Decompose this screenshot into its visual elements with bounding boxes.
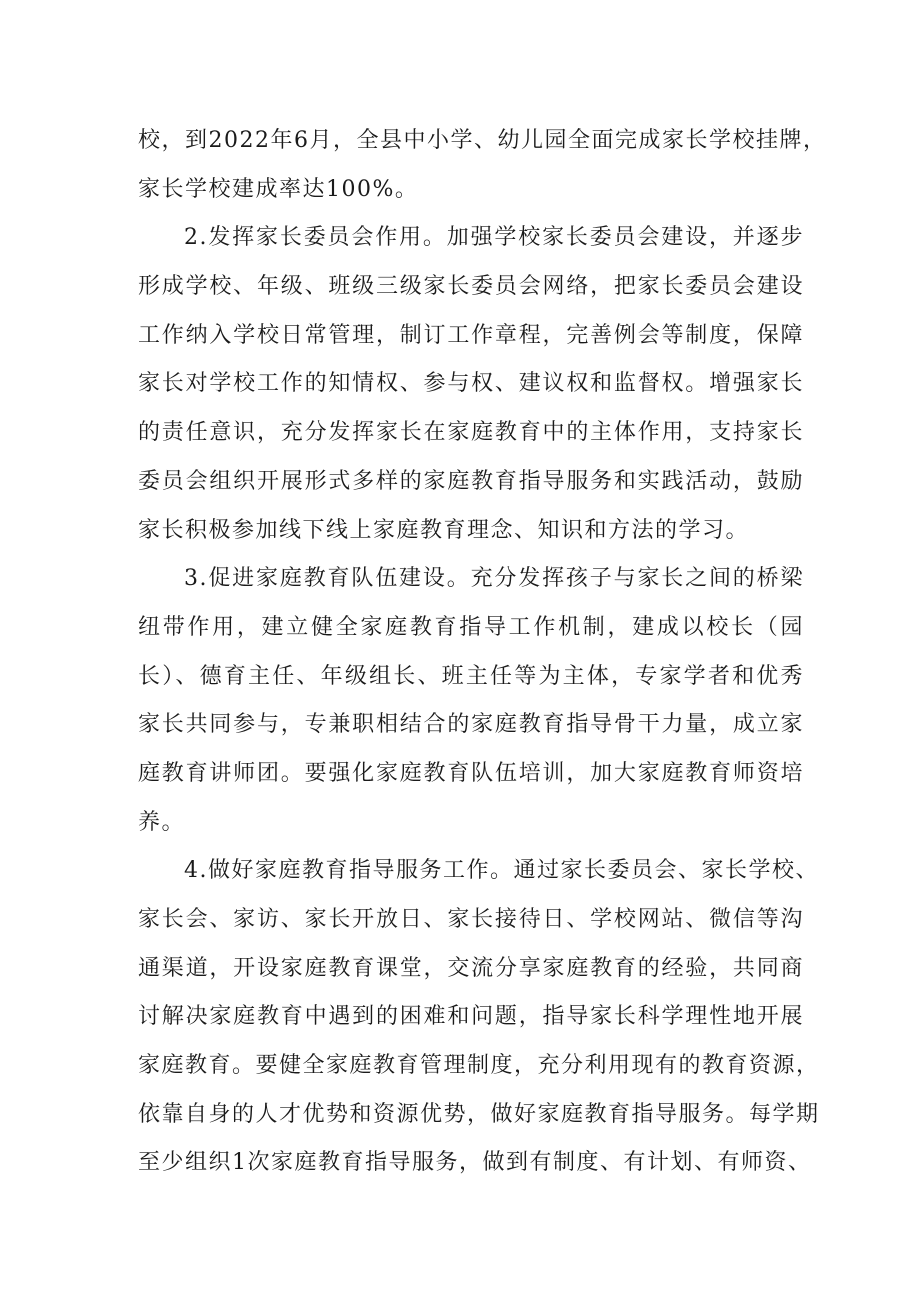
text-line: 家长积极参加线下线上家庭教育理念、知识和方法的学习。	[138, 517, 750, 543]
text-line: 委员会组织开展形式多样的家庭教育指导服务和实践活动，鼓励	[138, 468, 804, 494]
text-line: 工作纳入学校日常管理，制订工作章程，完善例会等制度，保障	[138, 322, 804, 348]
text-line: 家庭教育。要健全家庭教育管理制度，充分利用现有的教育资源，	[138, 1053, 820, 1079]
text-line: 依靠自身的人才优势和资源优势，做好家庭教育指导服务。每学期	[138, 1101, 820, 1127]
text-line: 的责任意识，充分发挥家长在家庭教育中的主体作用，支持家长	[138, 420, 804, 446]
text-line: 家长对学校工作的知情权、参与权、建议权和监督权。增强家长	[138, 371, 804, 397]
text-line: 至少组织1次家庭教育指导服务，做到有制度、有计划、有师资、	[138, 1150, 812, 1176]
text-line: 家长会、家访、家长开放日、家长接待日、学校网站、微信等沟	[138, 907, 804, 932]
paragraph-first-line: 3.促进家庭教育队伍建设。充分发挥孩子与家长之间的桥梁	[184, 566, 804, 592]
text-line: 纽带作用，建立健全家庭教育指导工作机制，建成以校长（园	[138, 614, 804, 640]
text-line: 形成学校、年级、班级三级家长委员会网络，把家长委员会建设	[138, 274, 804, 300]
text-line: 家长共同参与，专兼职相结合的家庭教育指导骨干力量，成立家	[138, 712, 804, 738]
text-line: 长）、德育主任、年级组长、班主任等为主体，专家学者和优秀	[138, 663, 804, 689]
text-line: 家长学校建成率达100%。	[138, 176, 419, 202]
document-body-text	[138, 117, 827, 1188]
text-line: 讨解决家庭教育中遇到的困难和问题，指导家长科学理性地开展	[138, 1004, 804, 1030]
text-line: 校，到2022年6月，全县中小学、幼儿园全面完成家长学校挂牌，	[138, 128, 827, 153]
paragraph-first-line: 4.做好家庭教育指导服务工作。通过家长委员会、家长学校、	[184, 858, 819, 884]
text-line: 庭教育讲师团。要强化家庭教育队伍培训，加大家庭教育师资培	[138, 760, 804, 786]
text-line: 养。	[138, 809, 186, 835]
paragraph-first-line: 2.发挥家长委员会作用。加强学校家长委员会建设，并逐步	[184, 225, 804, 251]
text-line: 通渠道，开设家庭教育课堂，交流分享家庭教育的经验，共同商	[138, 955, 804, 981]
